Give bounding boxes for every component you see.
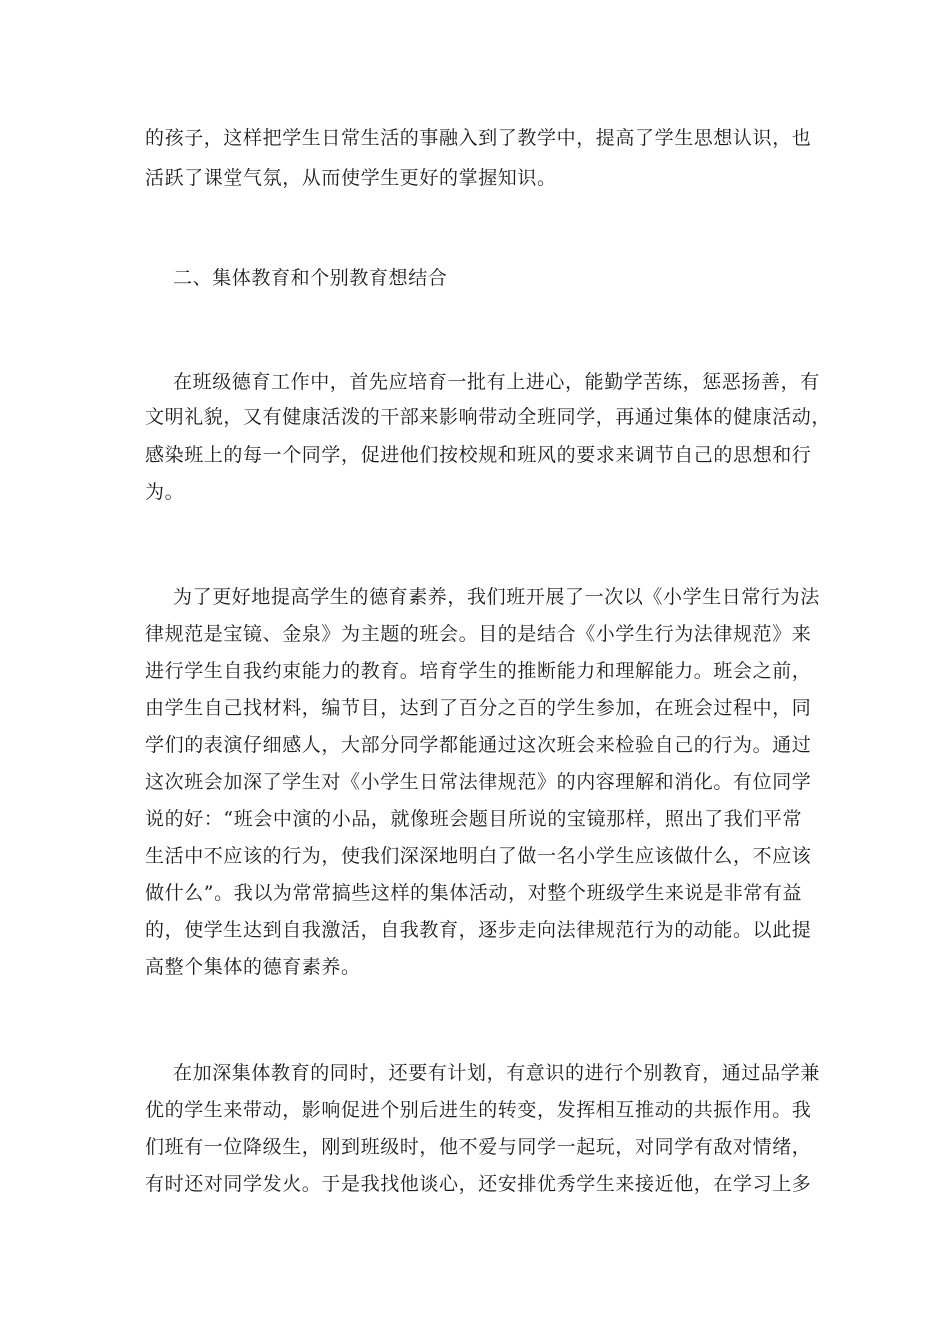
paragraph-4-line-1: 在加深集体教育的同时，还要有计划，有意识的进行个别教育，通过品学兼 xyxy=(173,1062,820,1084)
paragraph-3-line-4: 由学生自己找材料，编节目，达到了百分之百的学生参加，在班会过程中，同 xyxy=(145,697,812,719)
paragraph-3-line-9: 做什么”。我以为常常搞些这样的集体活动，对整个班级学生来说是非常有益 xyxy=(145,882,803,904)
paragraph-3-line-1: 为了更好地提高学生的德育素养，我们班开展了一次以《小学生日常行为法 xyxy=(173,586,820,608)
paragraph-2-line-3: 感染班上的每一个同学，促进他们按校规和班风的要求来调节自己的思想和行 xyxy=(145,444,812,466)
paragraph-4-line-2: 优的学生来带动，影响促进个别后进生的转变，发挥相互推动的共振作用。我 xyxy=(145,1099,812,1121)
paragraph-2-line-2: 文明礼貌，又有健康活泼的干部来影响带动全班同学，再通过集体的健康活动， xyxy=(145,406,832,428)
paragraph-1-line-1: 的孩子，这样把学生日常生活的事融入到了教学中，提高了学生思想认识，也 xyxy=(145,127,812,149)
paragraph-4-line-4: 有时还对同学发火。于是我找他谈心，还安排优秀学生来接近他，在学习上多 xyxy=(145,1173,812,1195)
paragraph-3-line-3: 进行学生自我约束能力的教育。培育学生的推断能力和理解能力。班会之前， xyxy=(145,660,812,682)
paragraph-1-line-2: 活跃了课堂气氛，从而使学生更好的掌握知识。 xyxy=(145,167,557,189)
paragraph-3-line-11: 高整个集体的德育素养。 xyxy=(145,956,361,978)
paragraph-3-line-8: 生活中不应该的行为，使我们深深地明白了做一名小学生应该做什么，不应该 xyxy=(145,845,812,867)
paragraph-3-line-7: 说的好：“班会中演的小品，就像班会题目所说的宝镜那样，照出了我们平常 xyxy=(145,808,803,830)
paragraph-2-line-4: 为。 xyxy=(145,481,185,503)
paragraph-3-line-10: 的，使学生达到自我激活，自我教育，逐步走向法律规范行为的动能。以此提 xyxy=(145,919,812,941)
section-heading: 二、集体教育和个别教育想结合 xyxy=(173,267,448,289)
paragraph-2-line-1: 在班级德育工作中，首先应培育一批有上进心，能勤学苦练，惩恶扬善，有 xyxy=(173,371,820,393)
paragraph-3-line-6: 这次班会加深了学生对《小学生日常法律规范》的内容理解和消化。有位同学 xyxy=(145,771,812,793)
paragraph-4-line-3: 们班有一位降级生，刚到班级时，他不爱与同学一起玩，对同学有敌对情绪， xyxy=(145,1136,812,1158)
paragraph-3-line-5: 学们的表演仔细感人，大部分同学都能通过这次班会来检验自己的行为。通过 xyxy=(145,734,812,756)
paragraph-3-line-2: 律规范是宝镜、金泉》为主题的班会。目的是结合《小学生行为法律规范》来 xyxy=(145,623,812,645)
